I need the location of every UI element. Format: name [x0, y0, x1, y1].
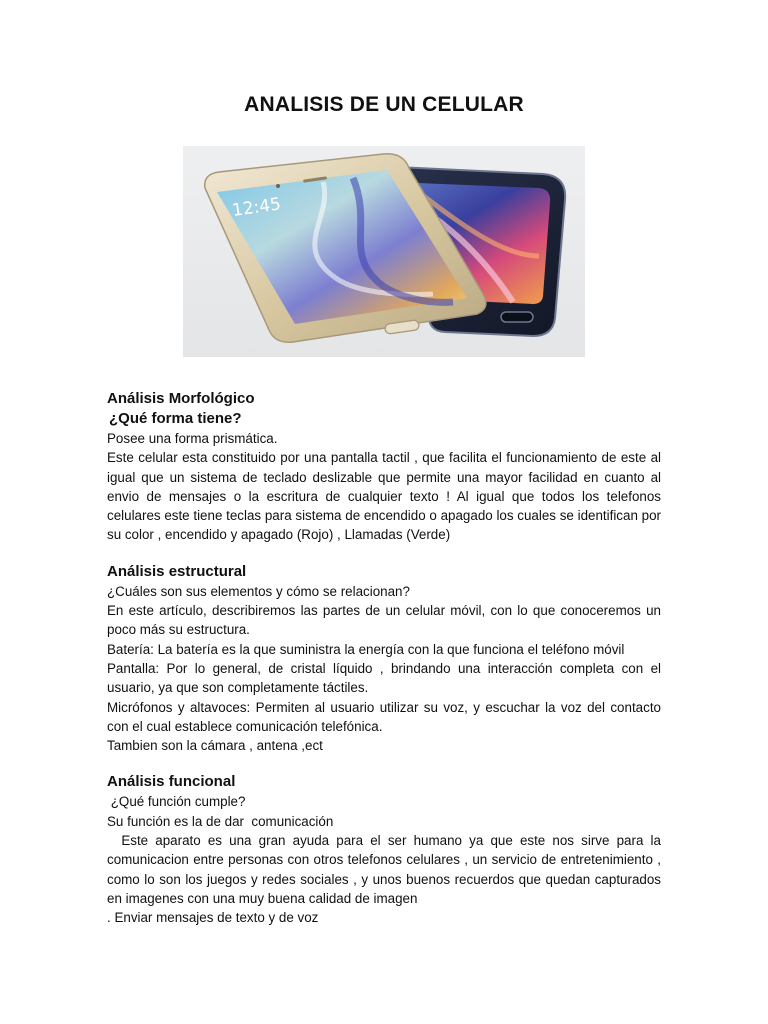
question-forma: ¿Qué forma tiene? — [109, 410, 242, 427]
document-title: ANALISIS DE UN CELULAR — [244, 93, 524, 116]
paragraph-camara: Tambien son la cámara , antena ,ect — [107, 738, 323, 754]
paragraph-pantalla: Pantalla: Por lo general, de cristal líquido , brindando una interacción completa con el usuario, ya que son completamente táctiles. — [107, 660, 661, 696]
heading-funcional: Análisis funcional — [107, 773, 236, 791]
document-body — [107, 389, 665, 928]
paragraph-constitucion: Este celular esta constituido por una pantalla tactil , que facilita el funcionamiento de este al igual que un sistema de teclado deslizable que permite una mayor facilidad en cuanto al envio de mensajes o la escritura de cualquier texto ! Al igual que todos los telefonos celulares este tiene teclas para sistema de encendido o apagado los cuales se identifican por su color , encendido y apagado (Rojo) , Llamadas (Verde) — [107, 450, 661, 543]
heading-morfologico: Análisis Morfológico — [107, 390, 255, 407]
back-home-button — [501, 312, 533, 322]
paragraph-forma: Posee una forma prismática. — [107, 431, 278, 446]
question-funcion: ¿Qué función cumple? — [107, 794, 246, 810]
paragraph-microfonos: Micrófonos y altavoces: Permiten al usuario utilizar su voz, y escuchar la voz del contacto con el cual establece comunicación telefónica. — [107, 699, 661, 734]
front-phone-clock: 12:45 — [230, 194, 283, 221]
paragraph-funcion: Su función es la de dar comunicación — [107, 813, 334, 829]
question-elementos: ¿Cuáles son sus elementos y cómo se relacionan? — [107, 583, 410, 599]
paragraph-bateria: Batería: La batería es la que suministra la energía con la que funciona el teléfono móvil — [107, 641, 625, 657]
smartphones-illustration — [183, 146, 585, 357]
paragraph-articulo: En este artículo, describiremos las partes de un celular móvil, con lo que conoceremos un poco más su estructura. — [107, 603, 661, 638]
heading-estructural: Análisis estructural — [107, 562, 247, 580]
paragraph-aparato: Este aparato es una gran ayuda para el ser humano ya que este nos sirve para la comunicacion entre personas con otros telefonos celulares , un servicio de entretenimiento , como lo son los juegos y redes sociales , y unos buenos recuerdos que quedan capturados en imagenes con una muy buena calidad de imagen — [107, 833, 665, 906]
phone-photo — [183, 146, 585, 357]
paragraph-mensajes: . Enviar mensajes de texto y de voz — [107, 910, 319, 926]
